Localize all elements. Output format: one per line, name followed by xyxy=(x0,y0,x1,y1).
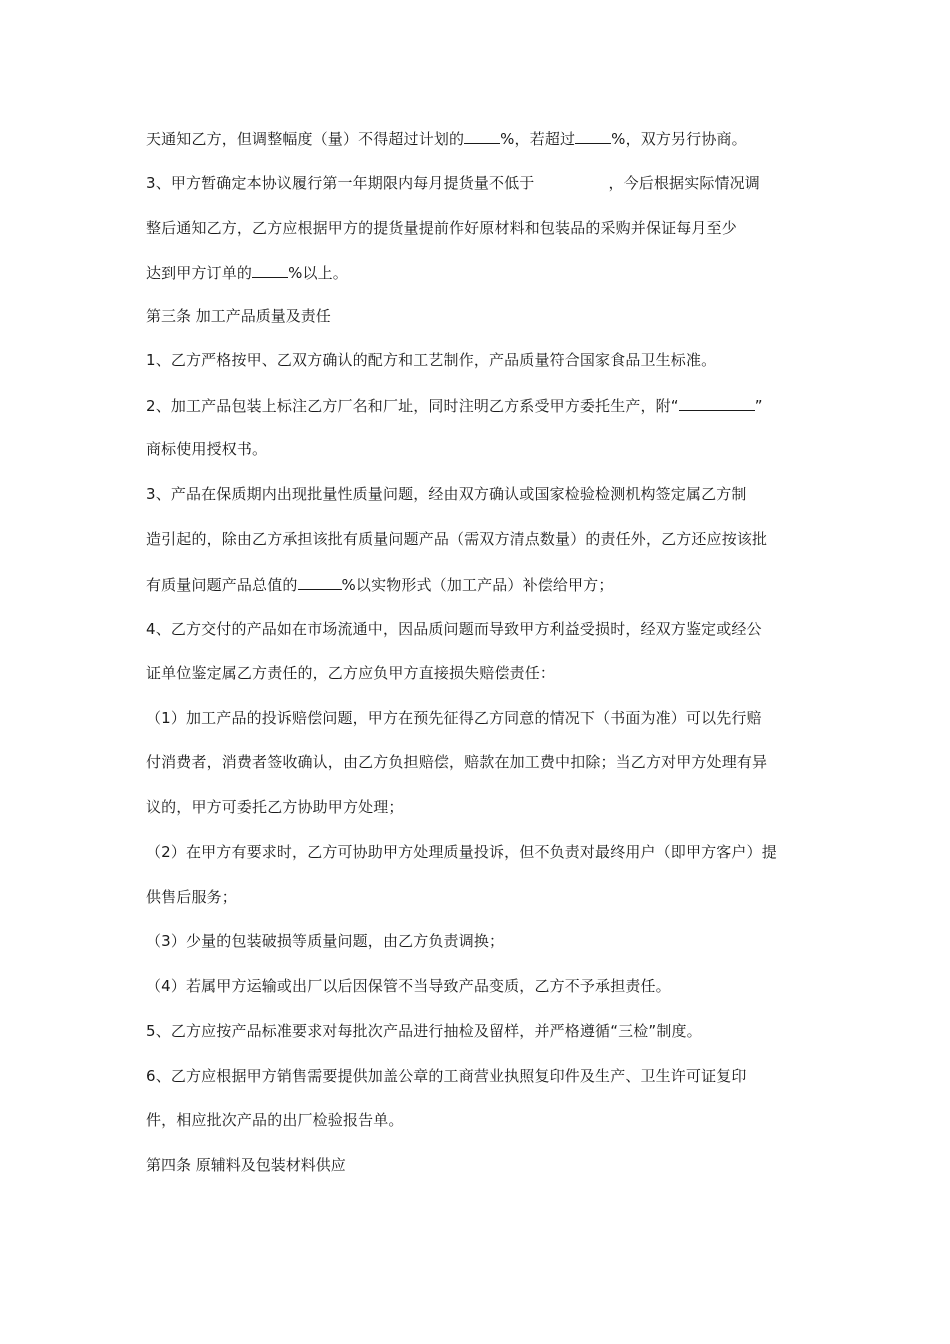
paragraph-line: 5、乙方应按产品标准要求对每批次产品进行抽检及留样，并严格遵循“三检”制度。 xyxy=(146,1022,702,1040)
text-run: 有质量问题产品总值的 xyxy=(146,576,298,594)
paragraph-line: 造引起的，除由乙方承担该批有质量问题产品（需双方清点数量）的责任外，乙方还应按该批 xyxy=(146,530,768,548)
article-heading: 第四条 原辅料及包装材料供应 xyxy=(146,1156,346,1174)
fill-in-blank[interactable] xyxy=(298,574,342,590)
text-run: ” xyxy=(754,397,763,415)
paragraph-line: 1、乙方严格按甲、乙双方确认的配方和工艺制作，产品质量符合国家食品卫生标准。 xyxy=(146,351,717,369)
paragraph-line: 整后通知乙方，乙方应根据甲方的提货量提前作好原材料和包装品的采购并保证每月至少 xyxy=(146,219,737,237)
fill-in-blank[interactable] xyxy=(679,395,755,411)
paragraph-line xyxy=(146,128,816,149)
fill-in-blank[interactable] xyxy=(464,128,500,144)
paragraph-line: 4、乙方交付的产品如在市场流通中，因品质问题而导致甲方利益受损时，经双方鉴定或经公 xyxy=(146,620,762,638)
paragraph-line xyxy=(146,395,816,416)
paragraph-line xyxy=(146,262,816,283)
fill-in-blank[interactable] xyxy=(575,128,611,144)
text-run: ，今后根据实际情况调 xyxy=(608,174,760,192)
paragraph-line: 件，相应批次产品的出厂检验报告单。 xyxy=(146,1111,404,1129)
paragraph-line xyxy=(146,173,816,193)
paragraph-line: （2）在甲方有要求时，乙方可协助甲方处理质量投诉，但不负责对最终用户（即甲方客户）提 xyxy=(146,843,777,861)
text-run: 2、加工产品包装上标注乙方厂名和厂址，同时注明乙方系受甲方委托生产，附“ xyxy=(146,397,679,415)
paragraph-line: （3）少量的包装破损等质量问题，由乙方负责调换； xyxy=(146,932,505,950)
paragraph-line: 证单位鉴定属乙方责任的，乙方应负甲方直接损失赔偿责任： xyxy=(146,664,556,682)
paragraph-line: 供售后服务； xyxy=(146,888,237,906)
fill-in-blank[interactable] xyxy=(252,262,288,278)
paragraph-line xyxy=(146,574,816,595)
paragraph-line: 议的，甲方可委托乙方协助甲方处理； xyxy=(146,798,404,816)
paragraph-line: （4）若属甲方运输或出厂以后因保管不当导致产品变质，乙方不予承担责任。 xyxy=(146,977,671,995)
text-run: 天通知乙方，但调整幅度（量）不得超过计划的 xyxy=(146,130,465,148)
paragraph-line: 3、产品在保质期内出现批量性质量问题，经由双方确认或国家检验检测机构签定属乙方制 xyxy=(146,485,747,503)
paragraph-line: 付消费者，消费者签收确认，由乙方负担赔偿，赔款在加工费中扣除；当乙方对甲方处理有异 xyxy=(146,753,768,771)
paragraph-line: （1）加工产品的投诉赔偿问题，甲方在预先征得乙方同意的情况下（书面为准）可以先行赔 xyxy=(146,709,762,727)
paragraph-line: 6、乙方应根据甲方销售需要提供加盖公章的工商营业执照复印件及生产、卫生许可证复印 xyxy=(146,1067,747,1085)
text-run: %，若超过 xyxy=(500,130,576,148)
text-run: 3、甲方暂确定本协议履行第一年期限内每月提货量不低于 xyxy=(146,174,535,192)
paragraph-line: 商标使用授权书。 xyxy=(146,440,268,458)
article-heading: 第三条 加工产品质量及责任 xyxy=(146,307,331,325)
text-run: %以实物形式（加工产品）补偿给甲方； xyxy=(341,576,614,594)
text-run: %，双方另行协商。 xyxy=(611,130,747,148)
text-run: %以上。 xyxy=(288,264,348,282)
text-run: 达到甲方订单的 xyxy=(146,264,253,282)
